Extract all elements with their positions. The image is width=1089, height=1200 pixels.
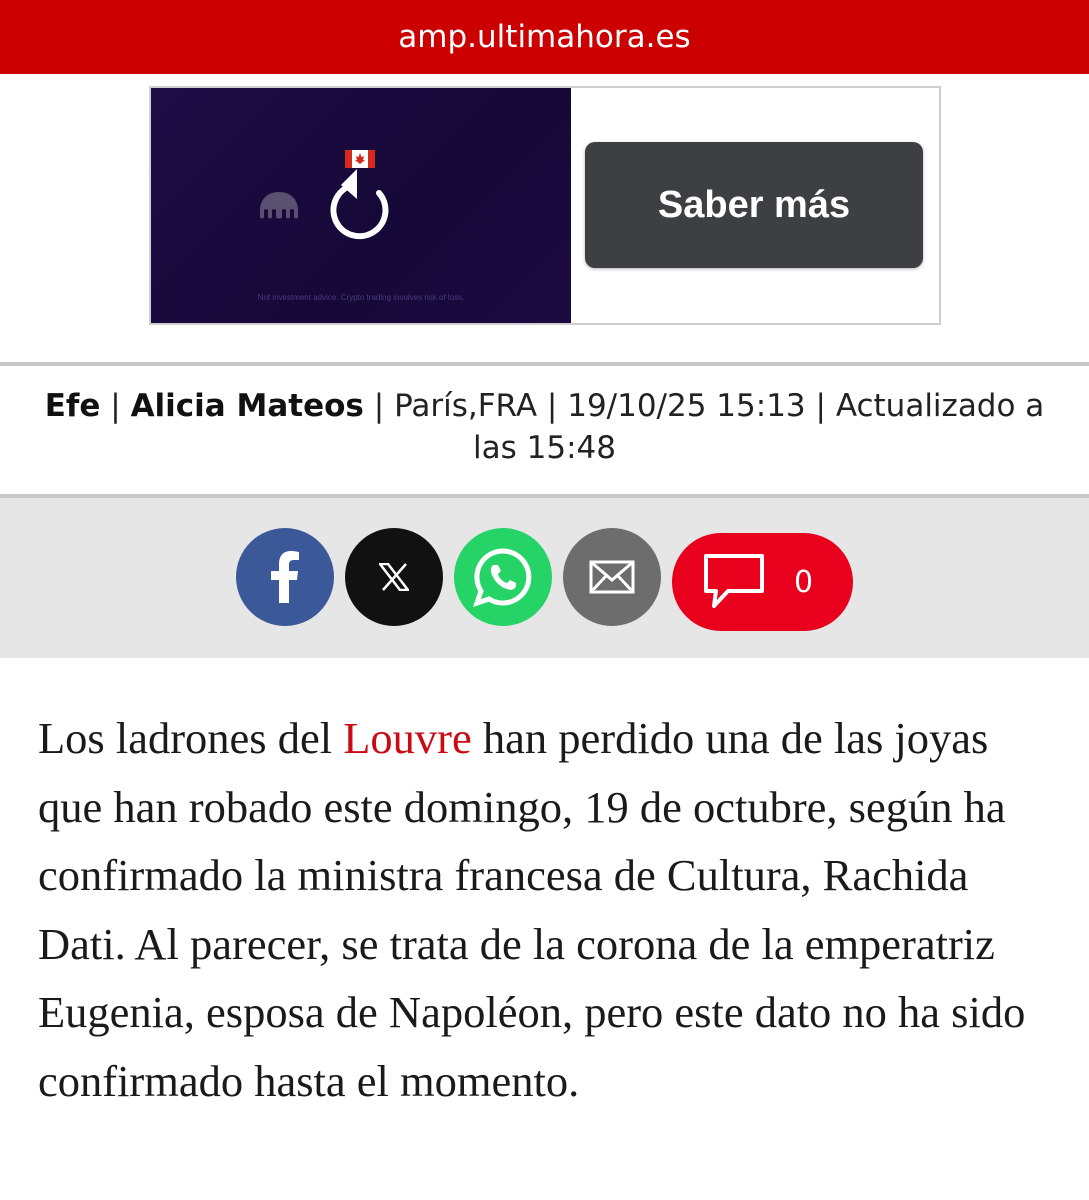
whatsapp-icon [472,546,534,608]
location: París,FRA [394,388,538,424]
article-byline [20,385,1069,469]
url-text[interactable]: amp.ultimahora.es [398,19,691,55]
browser-url-bar[interactable] [0,0,1089,74]
divider [0,362,1089,366]
article-body [38,704,1059,1115]
x-share-button[interactable] [345,528,443,626]
replay-icon[interactable] [327,163,393,241]
author-name[interactable]: Alicia Mateos [130,388,364,424]
article-paragraph [38,704,1059,1115]
x-icon [379,563,409,591]
ad-container [0,74,1089,364]
comment-bubble-icon [702,553,766,611]
agency-name: Efe [44,388,101,424]
kraken-logo-icon [257,190,301,220]
updated-time: Actualizado a las 15:48 [473,388,1045,466]
separator: | [373,388,385,424]
ad-banner[interactable] [149,86,941,325]
comment-count: 0 [794,564,814,600]
article-text-rest: han perdido una de las joyas que han robado este domingo, 19 de octubre, según ha confirmado la ministra francesa de Cultura, Rachida Dati. Al parecer, se trata de la corona de la emperatriz Eugenia, esposa de Napoléon, pero este dato no ha sido confirmado hasta el momento. [38,713,1026,1106]
comments-button[interactable] [672,533,853,631]
email-share-button[interactable] [563,528,661,626]
ad-video[interactable] [151,88,571,323]
ad-disclaimer: Not investment advice. Crypto trading involves risk of loss. [257,293,465,302]
separator: | [815,388,826,424]
whatsapp-share-button[interactable] [454,528,552,626]
learn-more-button[interactable]: Saber más [585,142,923,268]
louvre-link[interactable]: Louvre [343,713,472,763]
ad-cta-area [571,88,939,323]
email-icon [589,560,635,594]
article-text-start: Los ladrones del [38,713,344,763]
separator: | [546,388,558,424]
publish-date: 19/10/25 15:13 [567,388,806,424]
share-bar [0,494,1089,658]
separator: | [110,388,121,424]
facebook-icon [270,551,300,603]
facebook-share-button[interactable] [236,528,334,626]
